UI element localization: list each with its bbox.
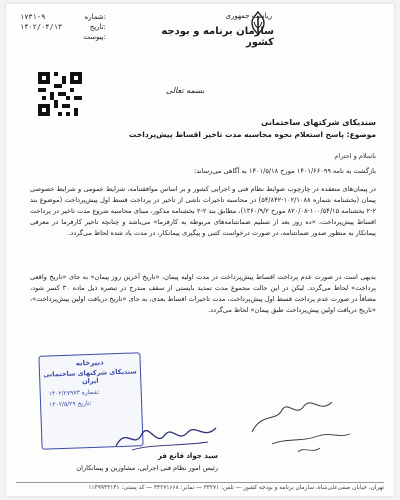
stamp-date-row (41, 398, 141, 408)
stamp-date-label: تاریخ: (77, 399, 92, 408)
letter-date-label: تاریخ: (89, 23, 106, 31)
letter-date: ۱۴۰۲/۰۴/۱۳ (20, 23, 63, 31)
letter-page (6, 4, 394, 496)
salutation: باسلام و احترام (334, 152, 376, 160)
qr-code (38, 72, 82, 116)
stamp-organization: سندیکای شرکتهای ساختمانی ایران (43, 367, 137, 386)
stamp-number-row (41, 387, 141, 397)
letter-metadata (20, 12, 106, 42)
stamp-date: ۱۴۰۲/۵/۲۹ (48, 400, 76, 409)
attachment-label: پیوست: (83, 33, 106, 41)
signature-main (112, 416, 222, 454)
letter-number-label: شماره: (84, 13, 106, 21)
stamp-title: دبیرخانه (75, 358, 104, 368)
footer-address: تهران، خیابان صفی‌علی‌شاه، سازمان برنامه و بودجه کشور — تلفن: ۳۳۲۷۱ — نمابر: ۳۳۲۷۱۶۶۸ — کد پستی: ۱۱۴۹۹۴۳۱۴۱ (16, 482, 384, 491)
letter-number: ۱۷۳۱-۹ (20, 13, 46, 21)
signature-annotation (242, 392, 362, 462)
signer-title: رئیس امور نظام فنی اجرایی، مشاورین و پیمانکاران (76, 464, 218, 472)
paragraph-note: بدیهی است در صورت عدم پرداخت اقساط پیش‌پرداخت در مدت اولیه پیمان، «تاریخ آخرین روز پیمان» به جای «تاریخ واقعی پرداخت» لحاظ می‌گردد. لیکن در این حالت مجموع مدت تمدید بایستی از سقف مندرج در تبصره ذیل ماده ۳۰ کسر شود، مضافاً در صورت عدم پرداخت قسط اول پیش‌پرداخت، مدت تاخیرات اقساط بعدی، به جای «تاریخ دریافت اولین پیش‌پرداخت»، «تاریخ دریافت اولین پیش‌پرداخت طبق پیمان» لحاظ می‌گردد. (30, 273, 376, 314)
addressee: سندیکای شرکتهای ساختمانی (260, 118, 376, 127)
signer-name: سید جواد قانع فر (157, 452, 218, 460)
paragraph-main: در پیمان‌های منعقده در چارچوب ضوابط نظام فنی و اجرایی کشور و بر اساس موافقتنامه، شرایط عمومی و شرایط خصوصی پیمان (بخشنامه شماره ۱۰۲/۱۰۸۸-۵۴/۸۴۲) در محاسبه تاخیرات ناشی از تاخیر در پرداخت قسط اول پیش‌پرداخت (موضوع بند ۲-۲ بخشنامه ۱۰۰/۵۴/۱۵-۸۲۰/۰۸ مورخ ۱۳۶۰/۹/۲)، مطابق بند ۲-۲ بخشنامه مذکور، مبنای محاسبه شروع مدت تاخیر در پرداخت اقساط پیش‌پرداخت، «ده روز بعد از تسلیم ضمانتنامه‌های مربوطه به کارفرما» می‌باشد و چنانچه تاخیر کارفرما در معرفی پیمانکار به منظور صدور ضمانتنامه، در صورت درخواست کتبی و پیگیری پیمانکار، در مدت یاد شده لحاظ می‌گردد. (30, 185, 377, 237)
republic-title: ریاست جمهوری (225, 12, 272, 20)
bismillah-heading: بسمه تعالی (166, 86, 205, 95)
stamp-number-label: شماره: (81, 388, 101, 397)
subject-line: موضوع: پاسخ استعلام نحوه محاسبه مدت تاخیر اقساط پیش‌پرداخت (128, 130, 376, 139)
stamp-number: ۱۴۰۲/۲۷۹۷۳ (48, 389, 80, 398)
paragraph-reference: بازگشت به نامه ۱۴۰۱/۶۶۰۹۹ مورخ ۱۴۰۱/۵/۱۸ به آگاهی می‌رساند: (194, 167, 376, 175)
organization-name: سازمان برنامه و بودجه کشور (161, 26, 274, 48)
